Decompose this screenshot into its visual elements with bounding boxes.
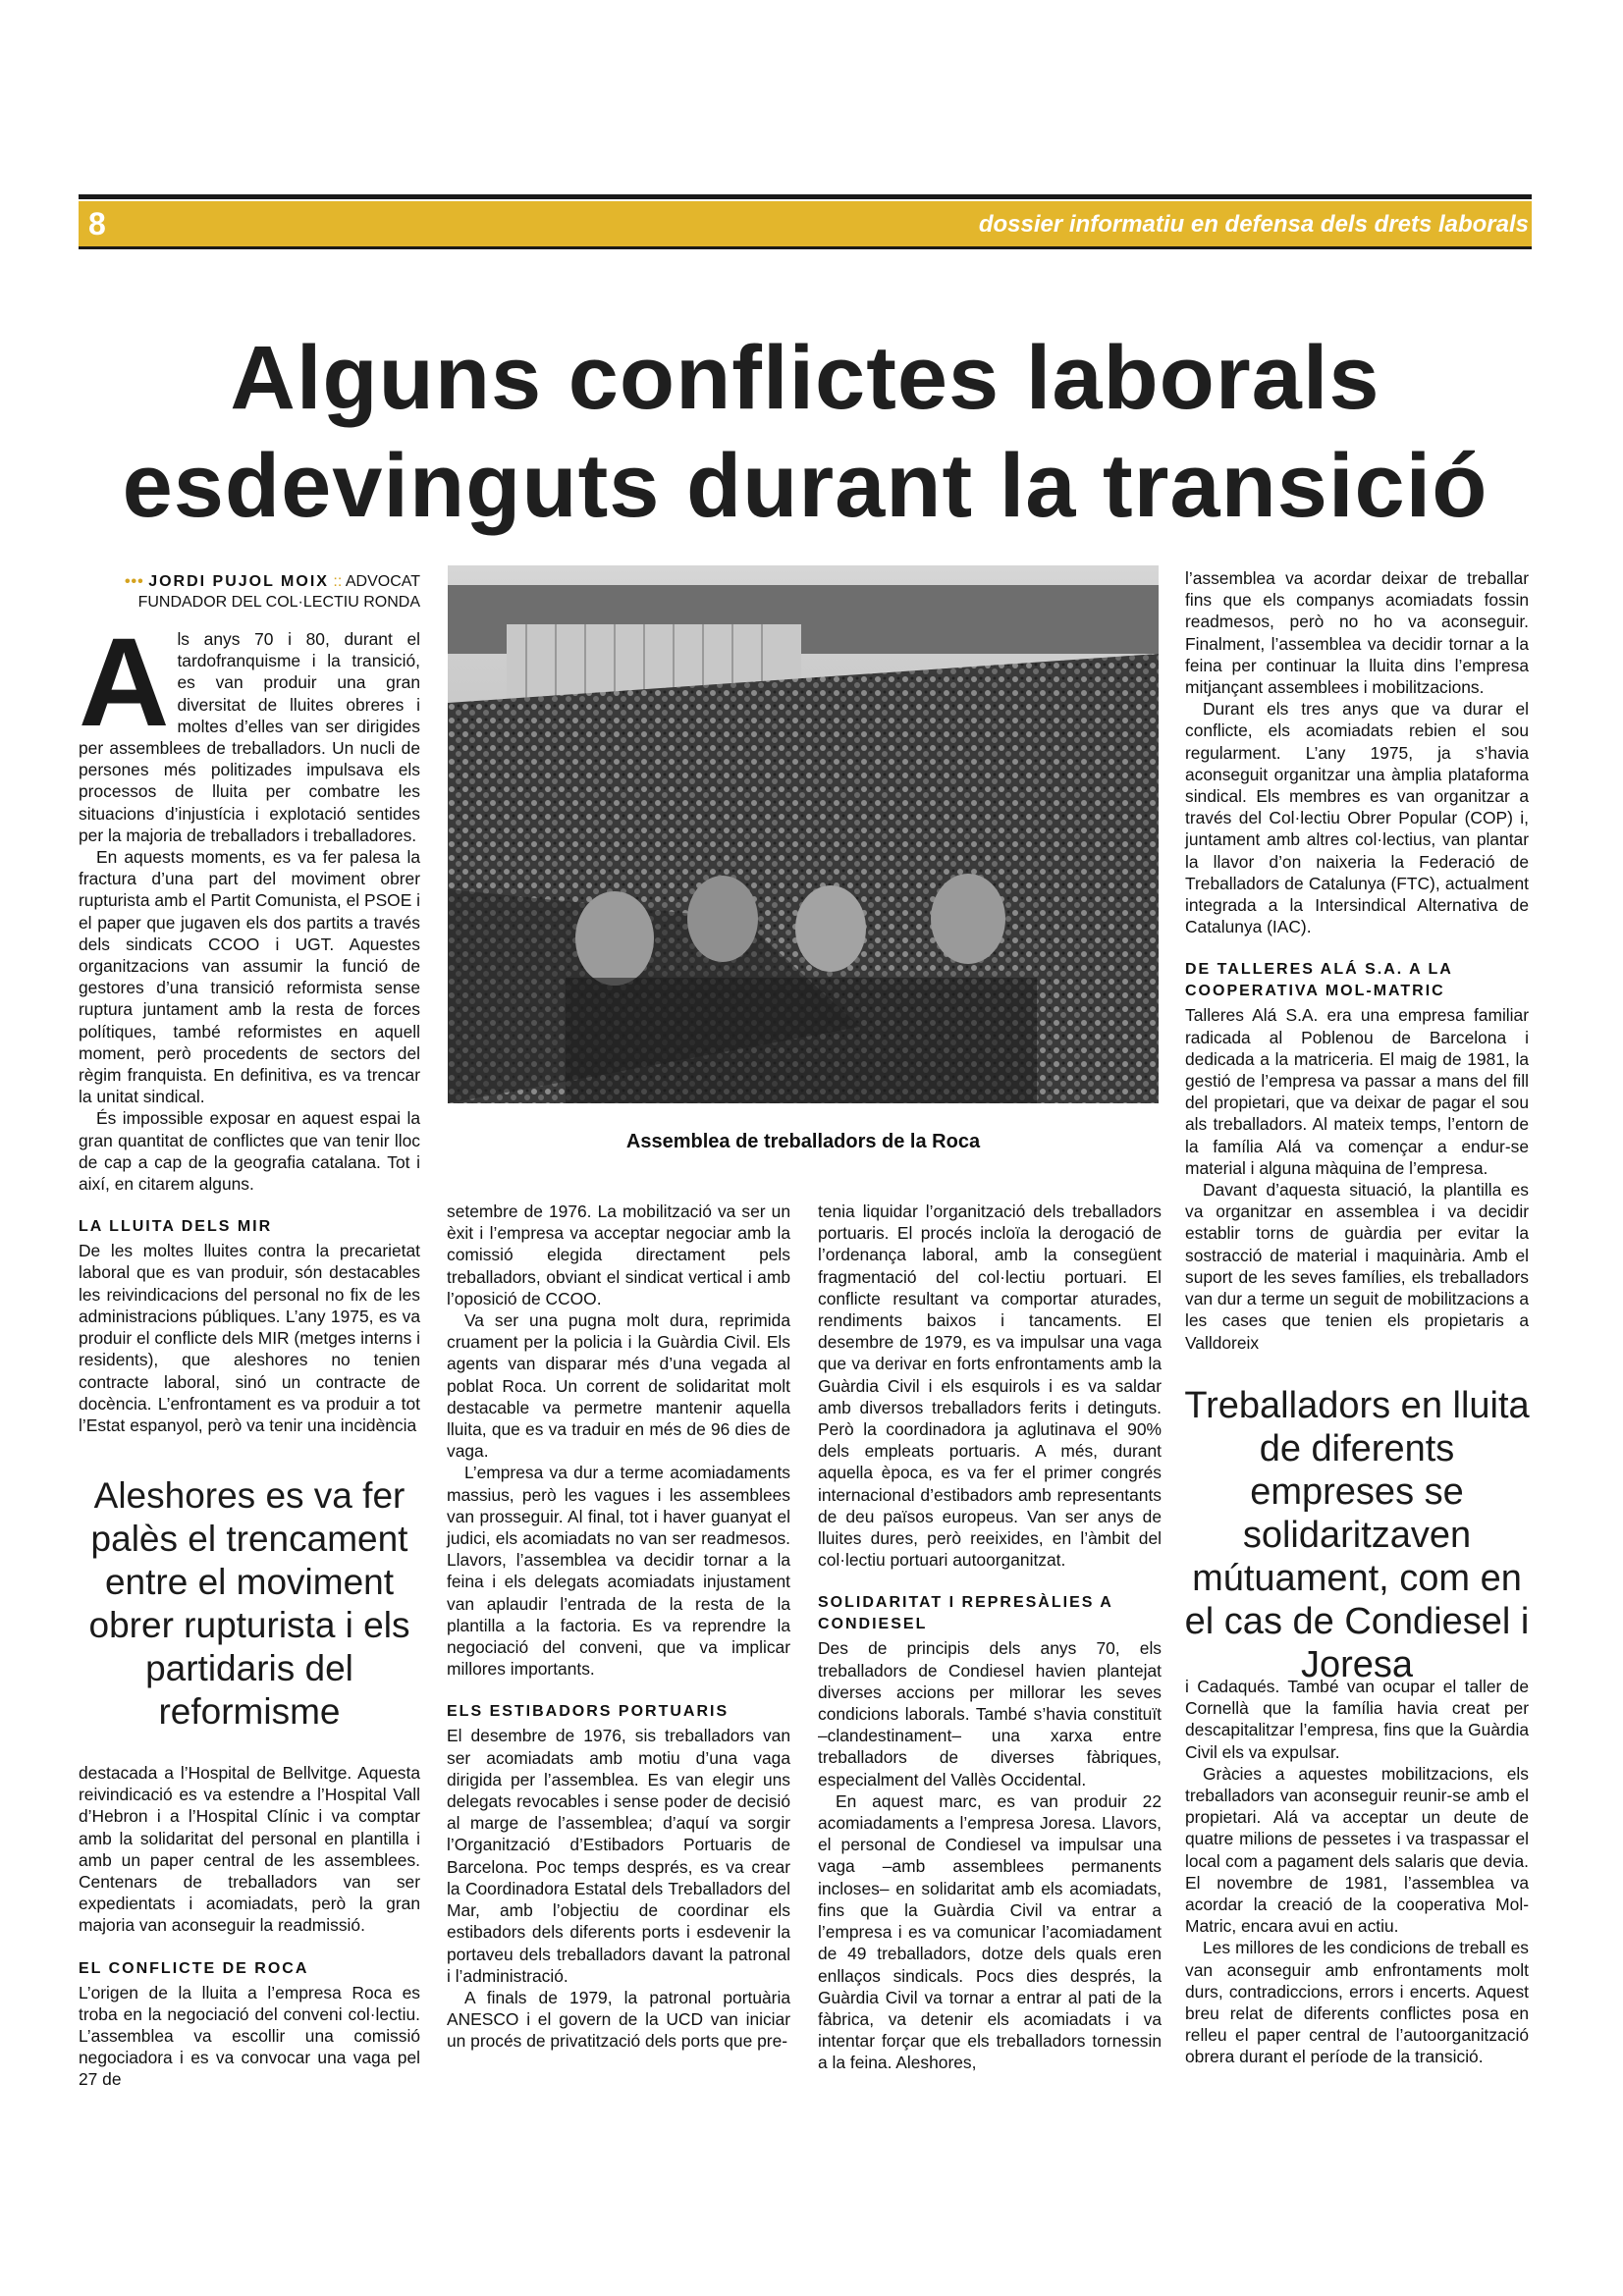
paragraph: Talleres Alá S.A. era una empresa familiar radicada al Poblenou de Barcelona i dedicada a la matriceria. El maig de 1981, la gestió de l’empresa va passar a mans del fill del propietari, que va deixar de pagar el sou als treballadors. Al mateix temps, l’entorn de la família Alá va començar a endur-se material i alguna màquina de l’empresa. bbox=[1185, 1005, 1529, 1178]
heading-roca: EL CONFLICTE DE ROCA bbox=[79, 1959, 309, 1977]
paragraph: En aquest marc, es van produir 22 acomiadaments a l’empresa Joresa. Llavors, el personal de Condiesel va impulsar una vaga –amb assemblees permanents incloses– en solidaritat amb els acomiadats, fins que la Guàrdia Civil va entrar a l’empresa i es va comunicar l’acomiadament de 49 treballadors, dotze dels quals eren enllaços sindicals. Pocs dies després, la Guàrdia Civil va tornar a entrar al pati de la fàbrica, va detenir els acomiadats i va intentar forçar que els treballadors tornessin a la feina. Aleshores, bbox=[818, 1790, 1162, 2073]
paragraph: En aquests moments, es va fer palesa la fractura d’una part del moviment obrer rupturista amb el Partit Comunista, el PSOE i el paper que jugaven els dos partits a través dels sindicats CCOO i UGT. Aquestes organitzacions van assumir la funció de gestores d’una transició reformista sense ruptura juntament amb la resta de forces polítiques, també reformistes en aquell moment, però procedents de sectors del règim franquista. En definitiva, es va trencar la unitat sindical. bbox=[79, 847, 420, 1107]
byline-role-2: FUNDADOR DEL COL·LECTIU RONDA bbox=[137, 594, 420, 611]
section-title: dossier informatiu en defensa dels drets laborals bbox=[978, 211, 1529, 238]
paragraph: Davant d’aquesta situació, la plantilla es va organitzar en assemblea i va decidir establir torns de guàrdia per evitar la sostracció de material i maquinària. Amb el suport de les seves famílies, els treballadors van dur a terme un seguit de mobilitzacions a les cases que tenien els propietaris a Valldoreix bbox=[1185, 1180, 1529, 1353]
header-bottom-rule bbox=[79, 246, 1532, 249]
article-title-line1: Alguns conflictes laborals bbox=[230, 328, 1380, 428]
paragraph: i Cadaqués. També van ocupar el taller de Cornellà que la família havia creat per descapitalitzar l’empresa, fins que la Guàrdia Civil els va expulsar. bbox=[1185, 1677, 1529, 1762]
paragraph: l’assemblea va acordar deixar de treballar fins que els companys acomiadats fossin readmesos, però no ho va aconseguir. Finalment, l’assemblea va decidir tornar a la feina per continuar la lluita dins l’empresa mitjançant assemblees i mobilitzacions. bbox=[1185, 568, 1529, 698]
paragraph: tenia liquidar l’organització dels treballadors portuaris. El procés incloïa la derogació de l’ordenança laboral, amb la consegüent fragmentació del col·lectiu portuari. El conflicte resultant va comportar aturades, rendiments baixos i tancaments. El desembre de 1979, es va impulsar una vaga que va derivar en forts enfrontaments amb la Guàrdia Civil i els esquirols i es va saldar amb diversos treballadors ferits i detinguts. Però la coordinadora ja aglutinava el 90% dels empleats portuaris. A més, durant aquella època, es va fer el primer congrés internacional d’estibadors amb representants de deu països europeus. Van ser anys de lluites dures, però reeixides, en l’àmbit del col·lectiu portuari autoorganitzat. bbox=[818, 1201, 1162, 1571]
byline-dots: ••• bbox=[124, 573, 144, 590]
column-4 bbox=[1185, 567, 1529, 1354]
byline bbox=[79, 571, 420, 613]
paragraph: Les millores de les condicions de treball es van aconseguir amb enfrontaments molt durs, contradiccions, errors i encerts. Aquest breu relat de diferents conflictes posa en relleu el paper central de l’autoorganització obrera durant el període de la transició. bbox=[1185, 1938, 1529, 2067]
paragraph: ls anys 70 i 80, durant el tardofranquisme i la transició, es van produir una gran diversitat de lluites obreres i moltes d’elles van ser dirigides per assemblees de treballadors. Un nucli de persones més politizades impulsava els processos de lluita per combatre les situacions d’injustícia i explotació sentides per la majoria de treballadors i treballadores. bbox=[79, 629, 420, 845]
pull-quote-2: Treballadors en lluita de diferents empreses se solidaritzaven mútuament, com en el cas de Condiesel i Joresa bbox=[1184, 1385, 1530, 1685]
article-title-line2: esdevinguts durant la transició bbox=[122, 436, 1488, 536]
paragraph: De les moltes lluites contra la precarietat laboral que es van produir, són destacables les reivindicacions del personal no fix de les administracions públiques. L’any 1975, es va produir el conflicte dels MIR (metges interns i residents), que aleshores no tenien contracte laboral, sinó un contracte de docència. L’enfrontament es va produir a tot l’Estat espanyol, però va tenir una incidència bbox=[79, 1241, 420, 1435]
paragraph: L’empresa va dur a terme acomiadaments massius, però les vagues i les assemblees van prosseguir. Al final, tot i haver guanyat el judici, els acomiadats no van ser readmesos. Llavors, l’assemblea va decidir tornar a la feina i els delegats acomiadats injustament van aplaudir l’entrada de la resta de la plantilla a la factoria. Es va reprendre la negociació del conveni, que va implicar millores importants. bbox=[447, 1463, 790, 1680]
column-3 bbox=[818, 1201, 1162, 2074]
article-title bbox=[79, 324, 1532, 540]
paragraph: L’origen de la lluita a l’empresa Roca es troba en la negociació del conveni col·lectiu. L’assemblea va escollir una comissió negociadora i es va convocar una vaga pel 27 de bbox=[79, 1982, 420, 2090]
page-number: 8 bbox=[88, 206, 106, 241]
paragraph: És impossible exposar en aquest espai la gran quantitat de conflictes que van tenir lloc de cap a cap de la geografia catalana. Tot i així, en citarem alguns. bbox=[79, 1108, 420, 1195]
crowd-photo bbox=[448, 565, 1159, 1103]
paragraph: El desembre de 1976, sis treballadors van ser acomiadats amb motiu d’una vaga dirigida per l’assemblea. Es van elegir uns delegats revocables i sense poder de decisió al marge de l’assemblea; d’aquí va sorgir l’Organització d’Estibadors Portuaris de Barcelona. Poc temps després, es va crear la Coordinadora Estatal dels Treballadors del Mar, amb l’objectiu de coordinar els estibadors dels diferents ports i esdevenir la portaveu dels treballadors davant la patronal i l’administració. bbox=[447, 1726, 790, 1986]
paragraph: Durant els tres anys que va durar el conflicte, els acomiadats rebien el sou regularment. L’any 1975, ja s’havia aconseguit organitzar una àmplia plataforma sindical. Els membres es van organitzar a través del Col·lectiu Obrer Popular (COP) i, juntament amb altres col·lectius, van plantar la llavor d’on naixeria la Federació de Treballadors de Catalunya (FTC), actualment integrada a la Intersindical Alternativa de Catalunya (IAC). bbox=[1185, 699, 1529, 937]
pull-quote-1: Aleshores es va fer palès el trencament entre el moviment obrer rupturista i els partidaris del reformisme bbox=[88, 1475, 410, 1732]
heading-condiesel: SOLIDARITAT I REPRESÀLIES A CONDIESEL bbox=[818, 1594, 1113, 1633]
byline-separator: :: bbox=[333, 573, 343, 590]
paragraph: Va ser una pugna molt dura, reprimida cruament per la policia i la Guàrdia Civil. Els agents van disparar més d’una vegada al poblat Roca. Un corrent de solidaritat molt destacable va permetre mantenir aquella lluita, que es va traduir en més de 96 dies de vaga. bbox=[447, 1310, 790, 1462]
paragraph: A finals de 1979, la patronal portuària ANESCO i el govern de la UCD van iniciar un procés de privatització dels ports que pre- bbox=[447, 1987, 790, 2052]
paragraph: Des de principis dels anys 70, els treballadors de Condiesel havien plantejat diverses accions per millorar les seves condicions laborals. També s’havia constituït –clandestinament– una xarxa entre treballadors de diverses fàbriques, especialment del Vallès Occidental. bbox=[818, 1638, 1162, 1789]
drop-cap: A bbox=[79, 613, 170, 753]
column-1 bbox=[79, 613, 420, 1436]
byline-role-1: ADVOCAT bbox=[345, 573, 420, 590]
byline-author: JORDI PUJOL MOIX bbox=[148, 573, 329, 590]
heading-estibadors: ELS ESTIBADORS PORTUARIS bbox=[447, 1703, 730, 1721]
column-1-continued bbox=[79, 1762, 420, 2091]
column-4-continued bbox=[1185, 1676, 1529, 2068]
heading-ala: DE TALLERES ALÁ S.A. A LA COOPERATIVA MOL-MATRIC bbox=[1185, 961, 1453, 1000]
column-2 bbox=[447, 1201, 790, 2053]
paragraph: setembre de 1976. La mobilització va ser un èxit i l’empresa va acceptar negociar amb la comissió elegida directament pels treballadors, obviant el sindicat vertical i amb l’oposició de CCOO. bbox=[447, 1201, 790, 1308]
paragraph: Gràcies a aquestes mobilitzacions, els treballadors van aconseguir reunir-se amb el propietari. Alá va acceptar un deute de quatre milions de pessetes i va traspassar el local com a pagament dels salaris que devia. El novembre de 1981, l’assemblea va acordar la creació de la cooperativa Mol-Matric, encara avui en actiu. bbox=[1185, 1763, 1529, 1937]
header-top-rule bbox=[79, 194, 1532, 199]
paragraph: destacada a l’Hospital de Bellvitge. Aquesta reivindicació es va estendre a l’Hospital Vall d’Hebron i a l’Hospital Clínic i va comptar amb la solidaritat del personal en plantilla i amb un paper central de les assemblees. Centenars de treballadors van ser expedientats i acomiadats, però la gran majoria van aconseguir la readmissió. bbox=[79, 1763, 420, 1936]
photo-caption: Assemblea de treballadors de la Roca bbox=[625, 1131, 981, 1152]
heading-mir: LA LLUITA DELS MIR bbox=[79, 1218, 273, 1236]
